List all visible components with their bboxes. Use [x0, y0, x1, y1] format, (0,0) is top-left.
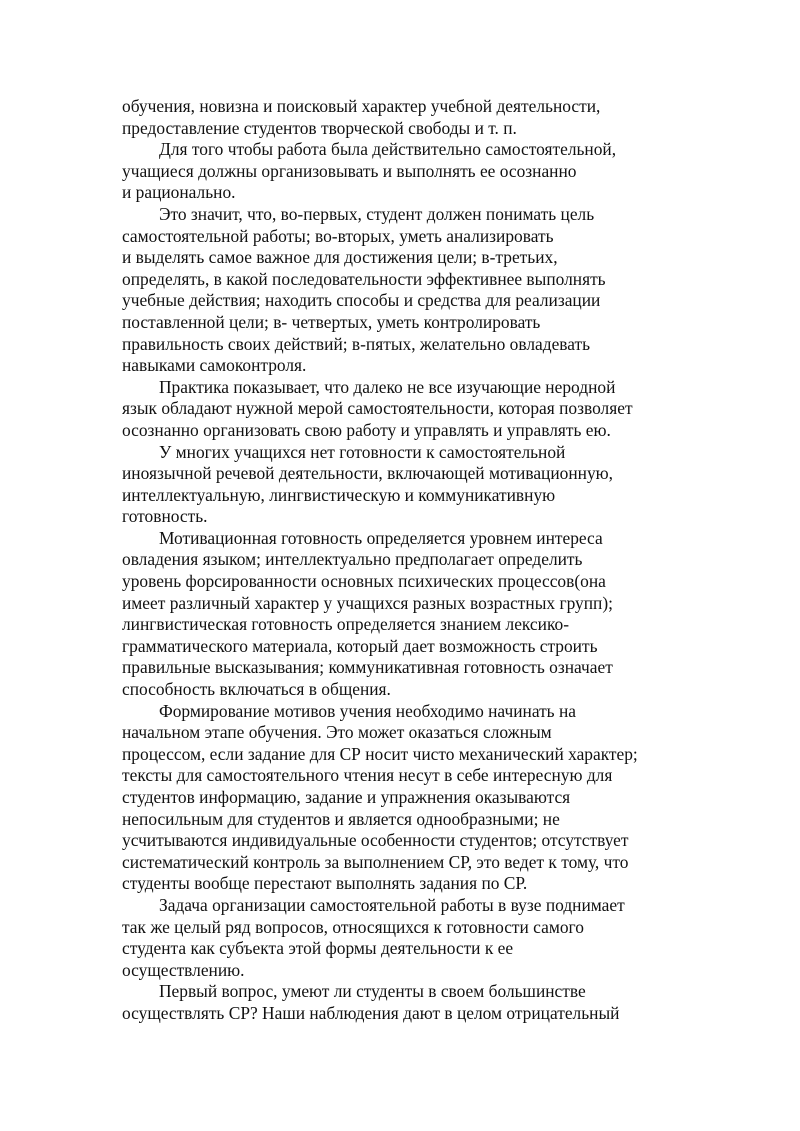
text-line: У многих учащихся нет готовности к самостоятельной	[159, 441, 566, 462]
text-line: Это значит, что, во-первых, студент должен понимать цель	[159, 203, 595, 224]
text-line: готовность.	[122, 506, 208, 527]
text-line: непосильным для студентов и является однообразными; не	[122, 808, 560, 829]
text-line: так же целый ряд вопросов, относящихся к готовности самого	[122, 916, 584, 937]
text-line: и выделять самое важное для достижения цели; в-третьих,	[122, 247, 558, 268]
text-line: овладения языком; интеллектуально предполагает определить	[122, 549, 583, 570]
text-line: правильность своих действий; в-пятых, желательно овладевать	[122, 333, 591, 354]
text-line: определять, в какой последовательности эффективнее выполнять	[122, 268, 606, 289]
text-line: имеет различный характер у учащихся разных возрастных групп);	[122, 592, 613, 613]
document-page	[122, 96, 697, 1025]
text-line: Практика показывает, что далеко не все изучающие неродной	[159, 376, 616, 397]
text-line: язык обладают нужной мерой самостоятельности, которая позволяет	[122, 398, 633, 419]
text-line: Формирование мотивов учения необходимо начинать на	[159, 700, 576, 721]
text-line: процессом, если задание для СР носит чисто механический характер;	[122, 743, 638, 764]
text-line: учебные действия; находить способы и средства для реализации	[122, 290, 601, 311]
text-line: правильные высказывания; коммуникативная готовность означает	[122, 657, 613, 678]
text-line: лингвистическая готовность определяется знанием лексико-	[122, 614, 570, 635]
text-line: способность включаться в общения.	[122, 679, 391, 700]
text-line: Для того чтобы работа была действительно самостоятельной,	[159, 139, 617, 160]
text-line: усчитываются индивидуальные особенности студентов; отсутствует	[122, 830, 629, 851]
text-line: поставленной цели; в- четвертых, уметь контролировать	[122, 311, 541, 332]
text-line: и рационально.	[122, 182, 236, 203]
text-line: учащиеся должны организовывать и выполнять ее осознанно	[122, 160, 577, 181]
text-line: самостоятельной работы; во-вторых, уметь анализировать	[122, 225, 554, 246]
text-line: Первый вопрос, умеют ли студенты в своем большинстве	[159, 981, 586, 1002]
text-line: осознанно организовать свою работу и управлять и управлять ею.	[122, 419, 611, 440]
text-line: обучения, новизна и поисковый характер учебной деятельности,	[122, 96, 601, 116]
text-line: иноязычной речевой деятельности, включающей мотивационную,	[122, 463, 613, 484]
text-line: предоставление студентов творческой свободы и т. п.	[122, 117, 517, 138]
text-line: интеллектуальную, лингвистическую и коммуникативную	[122, 484, 556, 505]
text-line: уровень форсированности основных психических процессов(она	[122, 571, 606, 592]
text-line: начальном этапе обучения. Это может оказаться сложным	[122, 722, 552, 743]
text-line: осуществлять СР? Наши наблюдения дают в целом отрицательный	[122, 1002, 620, 1023]
body-text	[122, 96, 697, 1025]
text-line: студенты вообще перестают выполнять задания по СР.	[122, 873, 528, 894]
text-line: осуществлению.	[122, 959, 245, 980]
text-line: грамматического материала, который дает возможность строить	[122, 635, 598, 656]
text-line: Мотивационная готовность определяется уровнем интереса	[159, 527, 603, 548]
text-line: навыками самоконтроля.	[122, 355, 307, 376]
text-line: Задача организации самостоятельной работы в вузе поднимает	[159, 894, 625, 915]
text-line: студентов информацию, задание и упражнения оказываются	[122, 787, 571, 807]
text-line: систематический контроль за выполнением СР, это ведет к тому, что	[122, 851, 629, 872]
text-line: студента как субъекта этой формы деятельности к ее	[122, 938, 514, 959]
text-line: тексты для самостоятельного чтения несут в себе интересную для	[122, 765, 613, 786]
